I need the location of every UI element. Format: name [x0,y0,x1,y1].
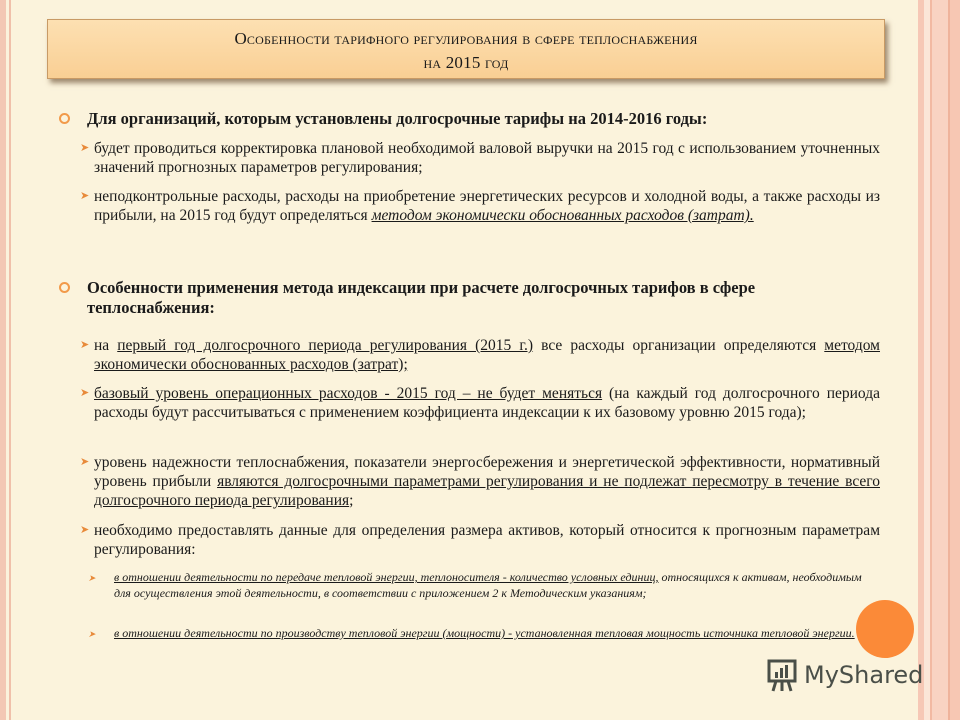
text-segment: неподконтрольные расходы, расходы на приобретение энергетических ресурсов и холодной воды, а также расходы из прибыли, на 2015 год будут определяться [94,188,880,224]
arrow-bullet-icon: ➤ [80,524,90,536]
title-line-2: на 2015 год [423,53,509,72]
underlined-text: первый год долгосрочного периода регулирования (2015 г.) [117,337,534,354]
circle-bullet-icon [59,282,70,293]
left-border [0,0,6,720]
section-heading-2: Особенности применения метода индексации при расчете долгосрочных тарифов в сфере теплоснабжения: [62,278,882,318]
list-item [80,521,880,559]
text-segment: относящихся к активам, необходимым для осуществления этой деятельности, в соответствии с приложением 2 к Методическим указаниям; [114,570,862,600]
right-border [918,0,960,720]
arrow-bullet-icon: ➤ [80,142,90,154]
watermark-text: MyShared [804,661,924,689]
arrow-bullet-icon: ➤ [80,339,90,351]
underlined-text: базовый уровень операционных расходов - 2015 год – не будет меняться [94,385,603,402]
arrow-bullet-icon: ➤ [88,573,96,583]
list-item [80,336,880,374]
text-segment: уровень надежности теплоснабжения, показатели энергосбережения и энергетической эффективности, нормативный уровень прибыли [94,454,880,490]
list-item [80,384,880,422]
sub-list-item [88,626,878,642]
text-segment: будет проводиться корректировка плановой необходимой валовой выручки на 2015 год с использованием уточненных значений прогнозных параметров регулирования; [94,140,880,176]
section-heading-1: Для организаций, которым установлены долгосрочные тарифы на 2014-2016 годы: [62,109,882,129]
text-segment: (на каждый год долгосрочного периода расходы будут рассчитываться с применением коэффициента индексации к их базовому уровню 2015 года); [94,385,880,421]
arrow-bullet-icon: ➤ [88,629,96,639]
arrow-bullet-icon: ➤ [80,190,90,202]
underlined-text: методом экономически обоснованных расходов (затрат). [371,207,754,224]
presentation-board-icon [766,657,798,693]
sub-list-item [88,570,878,601]
text-segment: ; [349,492,354,509]
arrow-bullet-icon: ➤ [80,387,90,399]
text-segment: необходимо предоставлять данные для определения размера активов, который относится к прогнозным параметрам регулирования: [94,522,880,558]
underlined-text: в отношении деятельности по производству тепловой энергии (мощности) - установленная тепловая мощность источника тепловой энергии. [114,626,855,640]
list-item [80,139,880,177]
list-item [80,453,880,510]
decorative-circle [856,600,914,658]
watermark-logo [766,657,923,693]
text-segment: на [94,337,118,354]
underlined-text: методом экономически обоснованных расходов (затрат); [94,337,880,373]
list-item [80,187,880,225]
underlined-text: являются долгосрочными параметрами регулирования и не подлежат пересмотру в течение всего долгосрочного периода регулирования [94,473,880,509]
underlined-text: в отношении деятельности по передаче тепловой энергии, теплоносителя - количество условных единиц, [114,570,659,584]
left-border-line [9,0,11,720]
title-line-1: Особенности тарифного регулирования в сфере теплоснабжения [234,29,698,48]
slide-title [47,19,885,79]
circle-bullet-icon [59,113,70,124]
text-segment: все расходы организации определяются [533,337,825,354]
arrow-bullet-icon: ➤ [80,456,90,468]
